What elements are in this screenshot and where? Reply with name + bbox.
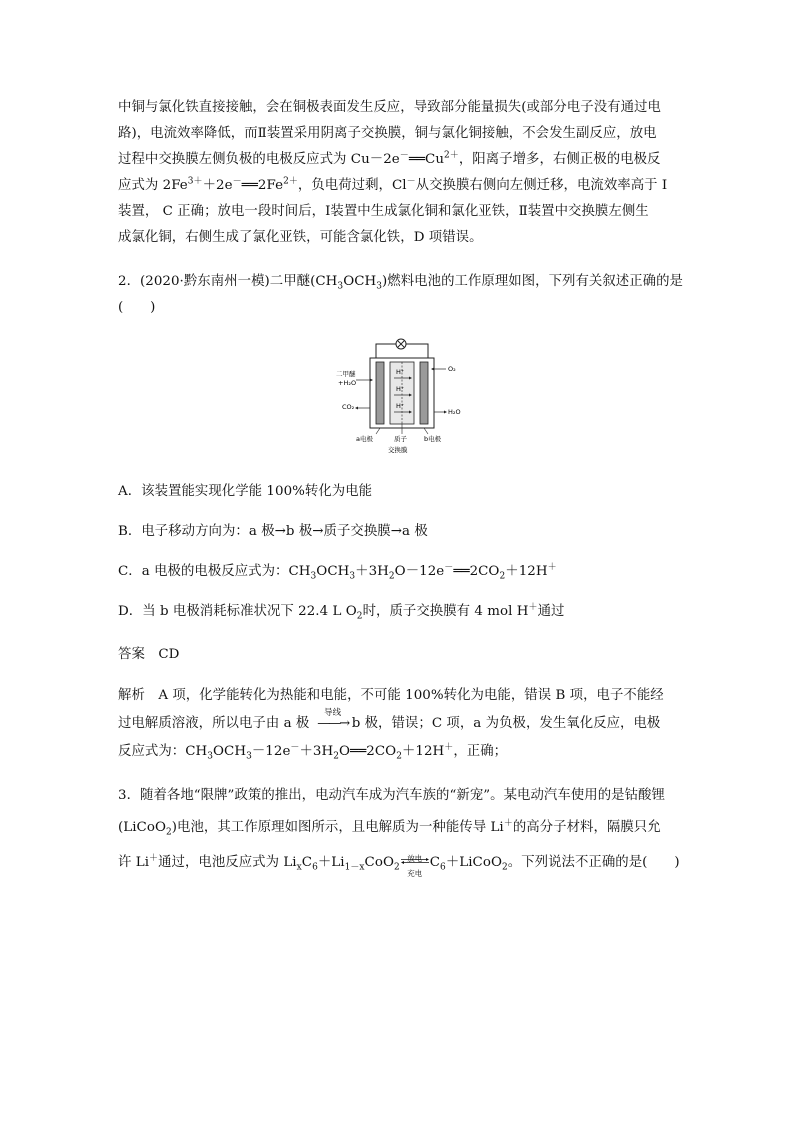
reversible-arrow: 放电 充电 xyxy=(400,852,430,870)
question-3-stem: (LiCoO$_2$)电池，其工作原理如图所示，且电解质为一种能传导 Li＋的高分子材料，隔膜只允 xyxy=(118,818,661,838)
inlet-label: 二甲醚 xyxy=(336,370,356,378)
outlet-label: H₂O xyxy=(448,408,461,416)
fuel-cell-diagram xyxy=(336,336,466,462)
inlet-label: O₂ xyxy=(448,365,456,373)
text-line: 应式为 $2Fe^{3+}+2e^-══2Fe^{2+}$，负电荷过剩，Cl－从交换膜右侧向左侧迁移，电流效率高于 Ⅰ xyxy=(118,176,668,193)
inlet-label: +H₂O xyxy=(338,379,357,387)
explanation-line: 解析 A 项，化学能转化为热能和电能，不可能 100%转化为电能，错误 B 项，电子不能经 xyxy=(118,688,664,703)
option-b: B．电子移动方向为：a 极→b 极→质子交换膜→a 极 xyxy=(118,524,428,539)
explanation-line: 反应式为：$CH_3OCH_3-12e^-+3H_2O══2CO_2+12H^+$，正确； xyxy=(118,742,508,762)
answer: 答案 CD xyxy=(118,647,180,662)
text-line: 装置， C 正确；放电一段时间后，Ⅰ装置中生成氯化铜和氯化亚铁，Ⅱ装置中交换膜左侧生 xyxy=(118,204,649,219)
ion-label: H⁺ xyxy=(396,402,405,410)
membrane-label: 质子 xyxy=(394,435,407,443)
option-a: A．该装置能实现化学能 100%转化为电能 xyxy=(118,484,373,499)
question-3-stem: 许 Li＋通过，电池反应式为 $Li_xC_6+Li_{1-x}CoO_2$ 放电 充电 $C_6+LiCoO_2$。下列说法不正确的是( ) xyxy=(118,853,680,878)
question-2-stem: 2．(2020·黔东南州一模)二甲醚$(CH_3OCH_3)$燃料电池的工作原理如图，下列有关叙述正确的是 xyxy=(118,274,683,292)
question-2-bracket: ( ) xyxy=(118,300,156,315)
text-line: 过程中交换膜左侧负极的电极反应式为 $Cu-2e^-══Cu^{2+}$，阳离子增多，右侧正极的电极反 xyxy=(118,150,661,167)
question-3-stem: 3．随着各地“限牌”政策的推出，电动汽车成为汽车族的“新宠”。某电动汽车使用的是钴酸锂 xyxy=(118,788,665,803)
text-line: 中铜与氯化铁直接接触，会在铜极表面发生反应，导致部分能量损失(或部分电子没有通过电 xyxy=(118,100,661,115)
ion-label: H⁺ xyxy=(396,368,405,376)
text-line: 成氯化铜，右侧生成了氯化亚铁，可能含氯化铁，D 项错误。 xyxy=(118,230,483,245)
ion-label: H⁺ xyxy=(396,385,405,393)
electrode-b-label: b电极 xyxy=(424,435,442,443)
explanation-line: 过电解质溶液，所以电子由 a 极 导线 ——→ b 极，错误；C 项，a 为负极，发生氧化反应，电极 xyxy=(118,714,678,734)
text-line: 路)，电流效率降低，而Ⅱ装置采用阴离子交换膜，铜与氯化铜接触，不会发生副反应，放电 xyxy=(118,126,657,141)
arrow-label: 导线 xyxy=(324,708,342,718)
membrane-label: 交换膜 xyxy=(388,446,408,454)
outlet-label: CO₂ xyxy=(342,403,355,411)
option-d: D．当 b 电极消耗标准状况下 22.4 L $O_2$时，质子交换膜有 4 mol H＋通过 xyxy=(118,602,565,622)
option-c: C．a 电极的电极反应式为：$CH_3OCH_3+3H_2O-12e^-══2CO_2+12H^+$ xyxy=(118,562,557,582)
electrode-a-label: a电极 xyxy=(356,435,373,443)
